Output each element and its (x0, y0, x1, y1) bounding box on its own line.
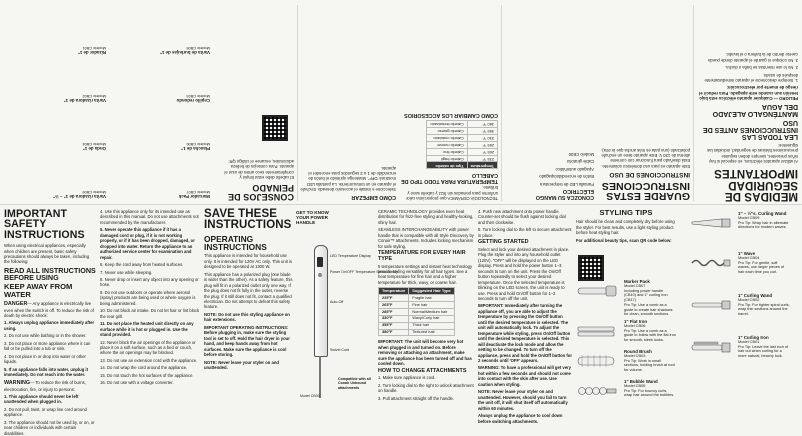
attachment-item (576, 349, 686, 379)
attachment-item (690, 335, 798, 365)
attachment-text (738, 335, 790, 359)
es-type-cell: Cabello ondulado (427, 134, 467, 141)
safety-item: 12. Never block the air openings of the appliance or place it on a soft surface, such as a bed or couch, where the air openings may be blocked. (100, 339, 196, 356)
safety-item: 13. Do not use an extension cord with the appliance. (100, 357, 198, 363)
attachments-list-b (690, 211, 798, 407)
es-divider (501, 5, 502, 201)
safety-column (4, 208, 96, 436)
es-safety-column (698, 3, 798, 201)
es-attachment-item (6, 121, 106, 151)
es-attachment-model: Modelo CB06 (186, 141, 210, 147)
polarized-plug-text: This appliance has a polarized plug (one blade is wider than the other). As a safety feature, this plug will fit in a polarized outlet only one way. If the plug does not fit fully in the outlet, reverse the plug. If it still does not fit, contact a qualified electrician. Do not attempt to defeat this safety feature. (204, 271, 293, 310)
attachment-text (624, 349, 676, 373)
attachment-tip: Pro Tip: For bouncy curls, wrap hair around the bubbles. (624, 388, 675, 398)
es-type-cell: Cabello normal (427, 141, 467, 148)
keep-away-title: KEEP AWAY FROM WATER (4, 282, 73, 299)
attachment-model: Model CB01 (738, 339, 760, 345)
es-operating-title: INSTRUCCIONES DE USO (609, 171, 690, 179)
es-divider (693, 5, 694, 201)
curling-iron-icon (690, 336, 732, 358)
attachment-name: Marker Pack (624, 279, 650, 284)
attachment-model: Model CB07 (624, 283, 646, 289)
es-attachment-name: Plancha de 1" (181, 146, 210, 151)
es-temp-title: TEMPERATURA PARA TODO TIPO DE CABELLO (401, 171, 498, 184)
callout-led: LED Temperature Display (330, 254, 371, 258)
es-temp-cell: 235 °F (467, 155, 497, 162)
es-attachment-item (110, 25, 210, 55)
attachment-name: Round Brush (624, 349, 652, 354)
attachment-model: Model CB04 (738, 255, 760, 261)
unplug-note: Always unplug the appliance to cool down before switching attachments. (478, 413, 563, 424)
callout-cord: Swivel Cord (330, 348, 350, 352)
wave-icon (690, 252, 732, 274)
attachment-text (624, 379, 676, 398)
round-brush-icon (576, 350, 618, 372)
attachment-name: 1" Curling Iron (738, 335, 769, 340)
change-attachments-title: HOW TO CHANGE ATTACHMENTS (378, 367, 467, 374)
es-attachment-item (6, 73, 106, 103)
temp-cell: 355°F (379, 322, 409, 329)
es-save-column (598, 3, 690, 201)
es-attachment-item (6, 169, 106, 199)
safety-title: IMPORTANT SAFETY INSTRUCTIONS (4, 208, 85, 241)
es-type-cell: Cabello fino (427, 148, 467, 155)
es-temp-header: Temperatura (467, 162, 497, 169)
attachment-text (624, 319, 676, 343)
safety-item: 8. Never drop or insert any object into any opening or hose. (100, 276, 199, 288)
es-attachment-model: Modelo CB07 (186, 189, 210, 195)
change-step: 5. Turn locking dial to the left to secure attachment in place. (478, 227, 572, 238)
warning-item: 1. This appliance should never be left unattended when plugged in. (4, 394, 79, 405)
tapered-wand-icon (690, 212, 732, 234)
attachment-extra: Including power handle (CB10) and 1" curling iron (CB17) (624, 288, 668, 303)
features-column (378, 209, 474, 407)
danger-item: 3. Do not place or store appliance where it can fall or be pulled into a tub or sink. (4, 340, 91, 352)
es-attachment-model: Modelo CB09 (82, 189, 106, 195)
es-attachment-name: Varita de burbujas de 1" (159, 50, 210, 55)
qr-code-icon[interactable] (578, 255, 604, 281)
attachment-model: Model CB05 (624, 383, 646, 389)
attachment-item (576, 319, 686, 349)
attachment-model: Model CB06 (624, 323, 646, 329)
es-item: 1. Siempre desconecte el aparato inmediatamente después de usarlo. (704, 72, 798, 84)
temp-cell: 285°F (379, 308, 409, 315)
es-item: 2. No lo use mientras se baña o ducha. (725, 65, 798, 71)
es-attachment-name: Rizador de 1" (77, 50, 106, 55)
safety-continued-column (100, 209, 200, 407)
attachment-model: Model CB03 (624, 353, 646, 359)
led-display-icon (317, 257, 323, 267)
es-save-title: GUARDE ESTAS INSTRUCCIONES (601, 179, 690, 202)
operating-column (204, 209, 294, 407)
danger-item: 4. Do not place in or drop into water or other liquids. (4, 353, 86, 365)
es-attachment-model: Modelo CB01 (82, 45, 106, 51)
temp-cell: 380°F (379, 329, 409, 336)
operating-text: This appliance is intended for household use only. It is intended for 120V AC only. This unit is designed to be operated at 1300 W. (204, 253, 292, 270)
es-temp-table (426, 120, 498, 169)
warning-item: 2. Do not pull, twist, or wrap line cord around appliance. (4, 406, 87, 418)
callout-auto-off: Auto-Off (330, 300, 344, 304)
es-attachment-name: Varita rizadora de 1" (63, 98, 106, 103)
danger-item: 5. If an appliance falls into water, unplug it immediately. Do not reach into the water. (4, 366, 88, 378)
safety-item: 16. Do not use with a voltage converter. (100, 380, 174, 386)
getting-started-column (478, 209, 572, 424)
es-temp-cell: 380 °F (467, 121, 497, 128)
es-handle-column (504, 3, 594, 201)
attachment-tip: Pro Tip: Wrap hair in alternate directions for modern waves. (738, 220, 789, 230)
es-type-cell: Cabello grueso (427, 128, 467, 135)
temp-cell: 235°F (379, 295, 409, 302)
es-tips-column (214, 3, 294, 201)
callout-power: Power On/OFF Temperature Select Button (330, 270, 398, 274)
es-callout: Modelo CB30 (568, 151, 594, 157)
getting-started-text: Select and lock your desired attachment in place. Plug the styler and into any household outlet (120V). "OFF" will be displayed on the LED display. Press and hold the power button 1–3 seconds to turn on the unit. Press the On/Off button repeatedly to select your desired temperature. Once the selected temperature is blinking on the LED screen, the unit is ready to use. Press and hold On/Off button for 1–2 seconds to turn off the unit. (478, 246, 570, 302)
safety-item: 10. Do not block air intake. Do not let hair or lint block the rear grill. (100, 308, 200, 319)
operating-important: IMPORTANT OPERATING INSTRUCTIONS: Before plugging in, make sure the styling tool is set to off. Hold the hair dryer in your hand, and keep hands away from hot surfaces. Make sure the appliance is cool before storing. (204, 324, 290, 358)
power-button-icon (318, 273, 322, 277)
es-callout: Botón de encendido/apagado (539, 174, 594, 180)
warning-text: — To reduce the risk of burns, electrocution, fire, or injury to persons: (4, 379, 86, 392)
danger-item: 2. Do not use while bathing or in the shower. (4, 333, 87, 339)
change-step: 3. Pull attachment straight off the handle. (378, 395, 455, 401)
es-start-title: CÓMO EMPEZAR (351, 194, 396, 200)
es-attachment-model: Modelo CB02 (82, 93, 106, 99)
hot-warning: WARNING: To have a professional will get very hot within a few seconds and should not come into contact with the skin after use. Use caution when styling. (478, 365, 571, 387)
temp-cell: 330°F (379, 315, 409, 322)
attachment-tip: Pro Tip: Leave the last inch of hair out when curling for a more natural, beachy look. (738, 344, 789, 359)
es-temp-cell: 285 °F (467, 141, 497, 148)
operating-instructions-title: OPERATING INSTRUCTIONS (204, 233, 267, 252)
getting-started-important: IMPORTANT: Immediately after turning the appliance off, you are able to adjust the temperature by pressing the On/Off button until the desired temperature is selected. The unit will automatically lock. To adjust the temperature while styling, press On/Off button until the desired temperature is selected. This will deactivate the lock mode and allow the setting to be changed. To turn off the appliance, press and hold the On/Off button for 2 seconds until 'OFF' appears. (478, 303, 572, 363)
temp-cell: 265°F (379, 302, 409, 309)
safety-item: 5. Never operate this appliance if it has a damaged cord or plug, if it is not working properly, or if it has been dropped, damaged, or dropped into water. Return the appliance to an authorized service center for examination and repair. (100, 227, 195, 260)
attachment-text (738, 211, 790, 230)
temp-text: 5 temperature settings and instant heat technology provide styling versatility for all hair types. See a heat temperature for fine hair and a higher temperature for thick, wavy, or coarse hair. (378, 263, 473, 285)
temperature-table (378, 287, 455, 336)
es-ceramic-text: TECNOLOGÍA CERÁMICA que proporciona calor uniforme para peinados sin frizz y cabello sano y brillante. (406, 185, 498, 201)
change-step: 1. Make sure appliance is cool. (378, 375, 436, 381)
getting-started-title: GETTING STARTED (478, 239, 529, 246)
flat-iron-icon (576, 320, 618, 342)
hair-type-cell: Fine hair (409, 302, 454, 309)
es-start-text: Seleccione e instale el accesorio deseado. Enchufe el aparato en un tomacorriente. La pantalla LED mostrará 'OFF'. Mantenga oprimido el botón de encendido de 1 a 3 segundos para encender el aparato. (300, 165, 396, 193)
safety-item: 6. Keep the cord away from heated surfaces. (100, 262, 184, 268)
attachment-tip: Pro Tip: Work in small sections, holding brush at root for volume. (624, 358, 675, 373)
seamless-text: SEAMLESS INTERCHANGEABILITY with power handle that is compatible with all Style Discovery by Conair™ attachments. Includes locking mechanism for safe styling. (378, 227, 474, 249)
es-temp-cell: 355 °F (467, 128, 497, 135)
change-step: 2. Turn locking dial to the right to unlock attachment on handle. (378, 382, 474, 394)
attachments-list-a (576, 279, 686, 407)
compatibility-note: Compatible with all Conair Unbound attachments (338, 377, 371, 390)
hair-type-cell: Thick hair (409, 322, 454, 329)
es-item: 3. No coloque ni guarde el aparato donde pueda caerse dentro de la bañera o el lavabo. (708, 52, 798, 63)
hair-type-cell: Fragile hair (409, 295, 454, 302)
attachment-text (738, 293, 790, 317)
styling-tips-title: STYLING TIPS (599, 208, 653, 217)
attachment-item (690, 211, 798, 241)
es-attachment-model: Modelo CB04 (82, 141, 106, 147)
attachment-item (576, 279, 686, 317)
es-temp-column (400, 3, 498, 201)
danger-heading: DANGER (4, 300, 28, 307)
es-attachment-item (110, 73, 210, 103)
es-attachment-name: Varita rizadora de 1" – ½" (53, 194, 106, 199)
es-attachment-name: Marcador Pack (178, 194, 210, 199)
attachment-name: 1" Bubble Wand (624, 379, 658, 384)
hair-type-cell: Textured hair (409, 329, 454, 336)
es-safety-title: MEDIDAS DE SEGURIDAD IMPORTANTES (714, 167, 798, 202)
temp-title: TEMPERATURE FOR EVERY HAIR TYPE (378, 250, 466, 262)
es-start-column (300, 3, 396, 201)
unattended-note: NOTE: Never leave your styler on and unattended. (204, 359, 279, 370)
safety-item: 11. Do not place the heated unit directly on any surface while it is hot or plugged in. Use the stand provided. (100, 321, 194, 338)
es-type-header: Tipo de cabello (427, 162, 467, 169)
es-attachment-model: Modelo CB03 (186, 93, 210, 99)
es-attachment-name: Cepillo redondo (176, 98, 210, 103)
hot-unit-important: IMPORTANT: The unit will become very hot when plugged in and turned on. Before removing or attaching an attachment, make sure the appliance has been turned off and has cooled down. (378, 339, 472, 367)
attachment-name: 1" Wave (738, 251, 756, 256)
beauty-tips-label: For additional beauty tips, scan QR code below: (576, 237, 672, 243)
es-attachment-item (110, 169, 210, 199)
attachment-tip: Pro Tip: For gentle, soft waves, use larger pieces of hair each time you curl. (738, 260, 785, 275)
danger-text: — Any appliance is electrically live even when the switch is off. To reduce the risk of death by electric shock: (4, 300, 94, 318)
es-temp-cell: 330 °F (467, 134, 497, 141)
callout-model: Model CB30 (300, 394, 320, 398)
es-tips-title: CONSEJOS DE PEINADO (227, 183, 294, 202)
attachment-item (690, 251, 798, 281)
danger-item: 1. Always unplug appliance immediately after using. (4, 320, 95, 331)
es-safety-intro: Al utilizar aparatos eléctricos, en especial si hay niños presentes, siempre deben seguirse precauciones básicas de seguridad, incluidas las siguientes: (707, 142, 798, 165)
styling-tips-text: Hair should be clean and completely dry before using the styler. For best results, use a light styling product before heat styling hair. (576, 219, 675, 236)
swivel-cord-icon (319, 356, 321, 398)
es-callout: Apagado automático (555, 166, 594, 172)
safety-item: 4. Use this appliance only for its intended use as described in this manual. Do not use attachments not recommended by the manufacturer. (100, 209, 199, 225)
es-how-title: CÓMO CAMBIAR LOS ACCESORIOS (404, 112, 498, 119)
auto-off-note: NOTE: Never leave your styler on and unattended. However, should you fail to turn the unit off, it will shut itself off automatically within 60 minutes. (478, 389, 568, 411)
attachment-tip: Pro Tip: Use a comb as a guide to follow with the flat iron for smooth, sleek looks. (624, 328, 676, 343)
attachment-item (576, 379, 686, 409)
es-attachment-item (110, 121, 210, 151)
es-operating-text: Este aparato es para uso doméstico solamente. Está diseñado para funcionar con corriente alterna de 120 V. Este aparato tiene un enchufe polarizado (una pata es más ancha que la otra). (601, 147, 690, 169)
es-peligro: PELIGRO — Cualquier aparato eléctrico está bajo tensión aun cuando esté apagado. Para reducir el riesgo de muerte por electrocución: (699, 85, 798, 102)
safety-item: 9. Do not use outdoors or operate where aerosol (spray) products are being used or where oxygen is being administered. (100, 289, 196, 306)
curling-wand-icon (690, 294, 732, 316)
hair-type-header: Suggested Hair Type (409, 288, 454, 295)
hair-type-cell: Wavy/Curly hair (409, 315, 454, 322)
save-instructions-title: SAVE THESE INSTRUCTIONS (204, 208, 292, 232)
safety-item: 15. Do not touch the hot surfaces of the appliance. (100, 372, 194, 378)
attachment-text (738, 251, 790, 275)
attachment-name: 1" – ½"s. Curling Wand (738, 211, 787, 216)
es-type-cell: Cabello frágil (427, 155, 467, 162)
ceramic-text: CERAMIC TECHNOLOGY provides even heat distribution for frizz-free styling and healthy-looking, shiny hair. (378, 209, 474, 225)
es-callout: Pantalla LED de temperatura (539, 181, 594, 187)
es-handle-title: CONOZCA SU MANGO ELÉCTRICO (535, 188, 594, 200)
hair-type-cell: Normal/Medium hair (409, 308, 454, 315)
es-tips-text: El cabello debe estar limpio y completamente seco antes de usar el aparato. Para consejos de belleza adicionales, escanee el código QR: (224, 159, 294, 181)
es-callout: Cable giratorio (566, 159, 594, 165)
spanish-panel (0, 0, 802, 205)
safety-item: 7. Never use while sleeping. (100, 269, 153, 275)
bubble-wand-icon (576, 380, 618, 402)
attachment-name: 1" Flat Iron (624, 319, 648, 324)
es-divider (297, 5, 298, 201)
es-temp-cell: 265 °F (467, 148, 497, 155)
marker-pack-icon (576, 280, 618, 302)
attachment-item (690, 293, 798, 323)
es-qr-code-icon[interactable] (262, 115, 288, 141)
extensions-note: NOTE: Do not use this styling appliance on hair extensions. (204, 311, 290, 323)
temp-header: Temperature (379, 288, 409, 295)
safety-intro: When using electrical appliances, especially when children are present, basic safety precautions should always be taken, including the following: (4, 243, 90, 265)
device-title: GET TO KNOW YOUR POWER HANDLE (296, 210, 329, 225)
warning-heading: WARNING (4, 379, 31, 386)
attachment-tip: Pro Tip: For tighter spiral curls, wrap thin sections around the barrel. (738, 302, 790, 317)
attachment-model: Model CB09 (738, 215, 760, 221)
es-attachment-model: Modelo CB05 (186, 45, 210, 51)
es-attachments-column (4, 3, 210, 201)
read-instructions-title: READ ALL INSTRUCTIONS BEFORE USING (4, 265, 96, 283)
es-type-cell: Cabello texturizado (427, 121, 467, 128)
safety-item: 14. Do not wrap the cord around the appliance. (100, 365, 188, 371)
es-read-title: LEA TODAS LAS INSTRUCCIONES ANTES DE USO (702, 119, 798, 141)
warning-item: 3. The appliance should not be used by, or on, or near children or individuals with certain disabilities. (4, 419, 95, 436)
attachment-model: Model CB02 (738, 297, 760, 303)
attachment-text (624, 279, 676, 317)
attachment-tip: Pro Tip: Use a comb as a guide to create hair shadows for clean, smooth sections. (624, 302, 673, 317)
attachment-name: 1" Curling Wand (738, 293, 773, 298)
english-panel (0, 205, 802, 436)
es-attachment-name: Onda de 1" (82, 146, 106, 151)
es-keep-title: MANTÉNGALO ALEJADO DEL AGUA (712, 103, 798, 118)
es-attachment-item (6, 25, 106, 55)
change-step: 4. Push new attachment onto power handle. Counter-set should be flush against locking dial and then clockwise. (478, 209, 566, 225)
